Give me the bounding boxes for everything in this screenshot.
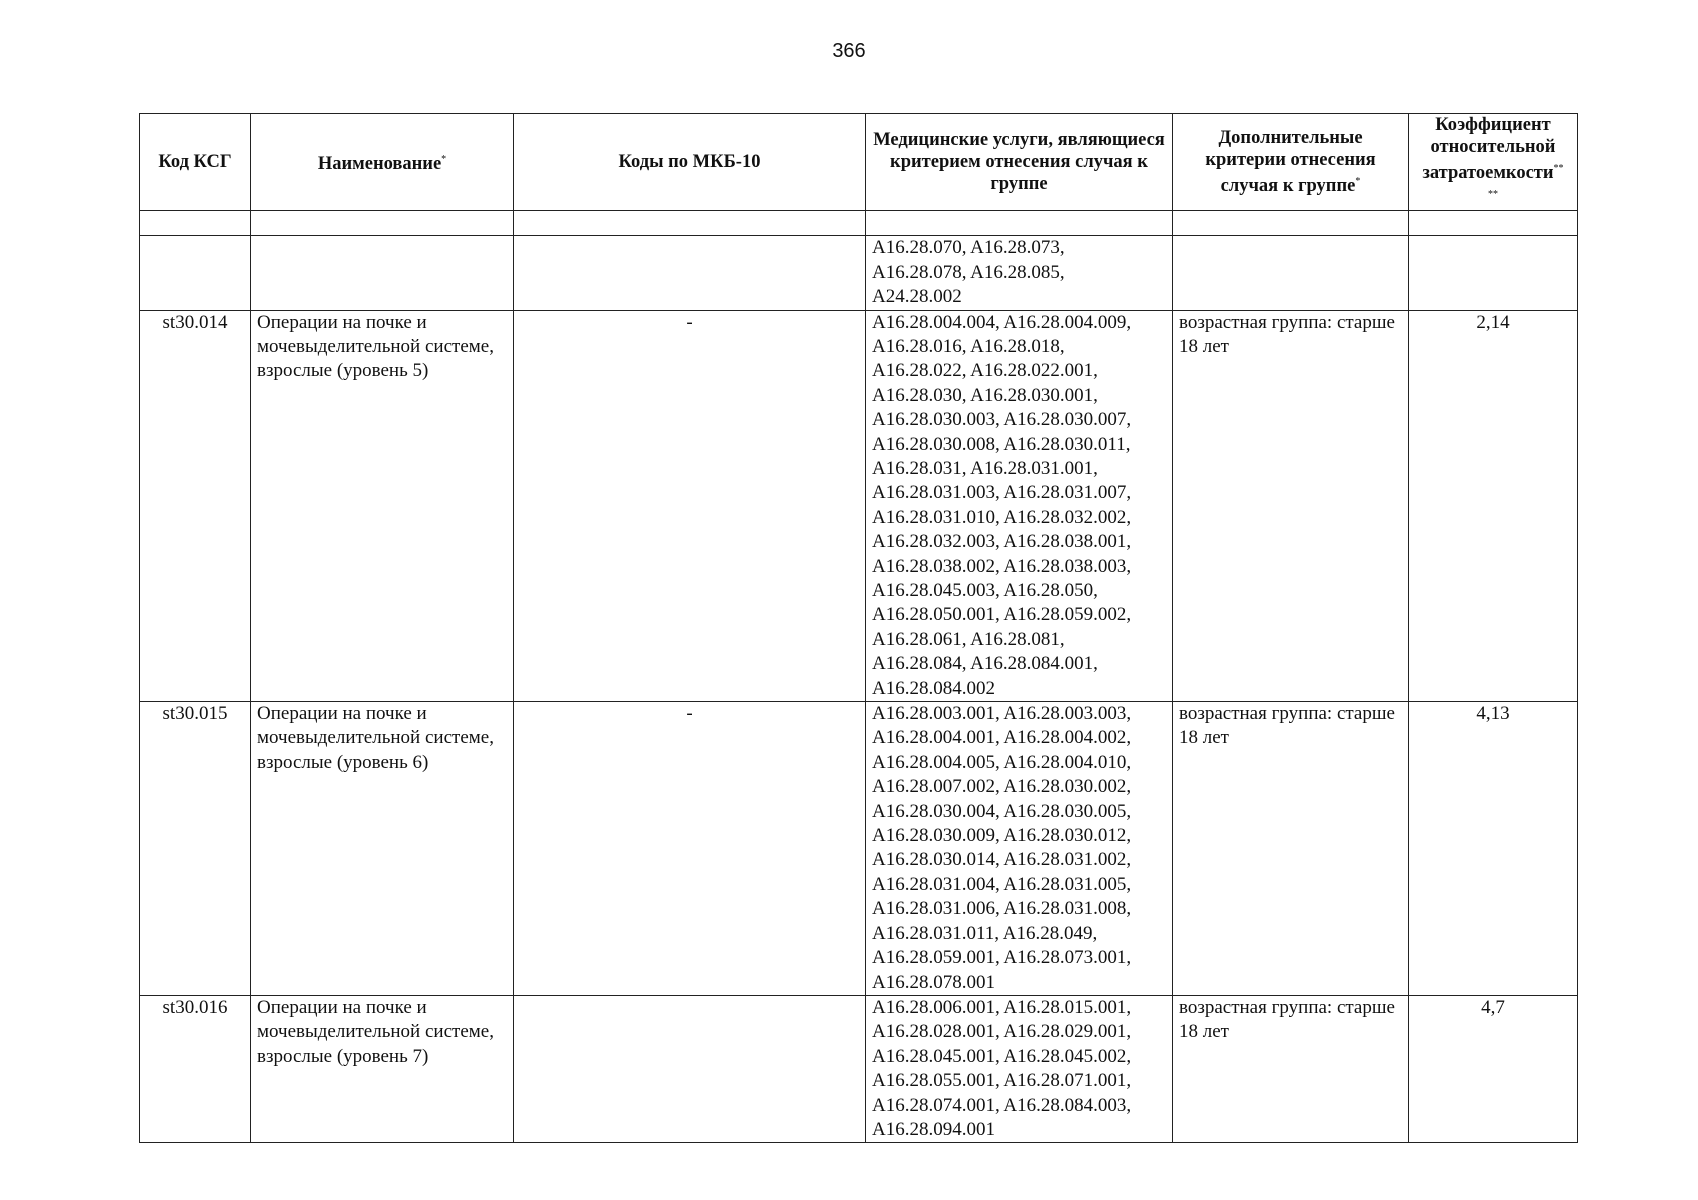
service-code-line: A16.28.016, A16.28.018, (872, 335, 1065, 357)
coef-footnote-mark-2: ** (1488, 189, 1498, 201)
service-code-line: A16.28.074.001, A16.28.084.003, (872, 1094, 1132, 1116)
service-code-line: A16.28.055.001, A16.28.071.001, (872, 1070, 1132, 1092)
service-code-line: A16.28.030.008, A16.28.030.011, (872, 433, 1131, 455)
service-code-line: A16.28.030, A16.28.030.001, (872, 384, 1098, 406)
service-code-line: A16.28.030.014, A16.28.031.002, (872, 849, 1132, 871)
header-ksg-code: Код КСГ (140, 114, 251, 211)
services-cell (866, 995, 1173, 1142)
service-code-line: A16.28.070, A16.28.073, (872, 237, 1065, 259)
service-code-line: A16.28.031.004, A16.28.031.005, (872, 873, 1132, 895)
service-code-line: A24.28.002 (872, 286, 962, 308)
table-row (140, 310, 1578, 702)
service-code-line: A16.28.059.001, A16.28.073.001, (872, 947, 1132, 969)
coefficient-cell: 2,14 (1409, 310, 1578, 702)
header-extra-criteria: Дополнительные критерии отнесения случая к группе* (1173, 114, 1409, 211)
service-code-line: A16.28.061, A16.28.081, (872, 628, 1065, 650)
icd10-cell: - (514, 310, 866, 702)
service-code-line: A16.28.084, A16.28.084.001, (872, 653, 1098, 675)
ksg-code-cell: st30.015 (140, 702, 251, 996)
coefficient-cell (1409, 236, 1578, 310)
service-code-line: A16.28.045.003, A16.28.050, (872, 580, 1098, 601)
coef-footnote-mark: ** (1553, 163, 1564, 174)
coefficient-cell: 4,13 (1409, 702, 1578, 996)
service-code-line: A16.28.004.001, A16.28.004.002, (872, 727, 1132, 749)
table-row (140, 702, 1578, 996)
service-code-line: A16.28.022, A16.28.022.001, (872, 360, 1098, 382)
service-code-line: A16.28.084.002 (872, 677, 995, 699)
services-cell (866, 310, 1173, 702)
header-coefficient: Коэффициент относительной затратоемкости** ** (1409, 114, 1578, 211)
service-code-line: A16.28.032.003, A16.28.038.001, (872, 531, 1132, 553)
ksg-code-cell: st30.014 (140, 310, 251, 702)
name-cell: Операции на почке и мочевыделительной системе, взрослые (уровень 5) (251, 310, 514, 702)
criteria-cell (1173, 236, 1409, 310)
service-code-line: A16.28.031.011, A16.28.049, (872, 922, 1098, 944)
ksg-table (139, 113, 1578, 1143)
name-cell (251, 236, 514, 310)
service-code-line: A16.28.007.002, A16.28.030.002, (872, 776, 1132, 798)
ksg-code-cell: st30.016 (140, 995, 251, 1142)
service-code-line: A16.28.031, A16.28.031.001, (872, 457, 1098, 479)
name-cell: Операции на почке и мочевыделительной системе, взрослые (уровень 6) (251, 702, 514, 996)
service-code-line: A16.28.031.006, A16.28.031.008, (872, 898, 1132, 920)
service-code-line: A16.28.078, A16.28.085, (872, 261, 1065, 283)
service-code-line: A16.28.028.001, A16.28.029.001, (872, 1021, 1132, 1043)
icd10-cell (514, 236, 866, 310)
service-code-line: A16.28.004.005, A16.28.004.010, (872, 751, 1132, 773)
extra-footnote-mark: * (1355, 176, 1361, 188)
icd10-cell: - (514, 702, 866, 996)
service-code-line: A16.28.003.001, A16.28.003.003, (872, 703, 1132, 725)
service-code-line: A16.28.030.009, A16.28.030.012, (872, 825, 1132, 847)
criteria-cell: возрастная группа: старше 18 лет (1173, 310, 1409, 702)
spacer-row (140, 211, 1578, 236)
header-name: Наименование* (251, 114, 514, 211)
header-services: Медицинские услуги, являющиеся критерием отнесения случая к группе (866, 114, 1173, 211)
services-cell (866, 702, 1173, 996)
name-footnote-mark: * (441, 154, 447, 166)
table-row (140, 995, 1578, 1142)
service-code-line: A16.28.050.001, A16.28.059.002, (872, 604, 1132, 626)
header-icd10: Коды по МКБ-10 (514, 114, 866, 211)
table-row (140, 236, 1578, 310)
icd10-cell (514, 995, 866, 1142)
service-code-line: A16.28.031.010, A16.28.032.002, (872, 506, 1132, 528)
service-code-line: A16.28.030.004, A16.28.030.005, (872, 800, 1132, 822)
service-code-line: A16.28.078.001 (872, 971, 995, 993)
service-code-line: A16.28.030.003, A16.28.030.007, (872, 409, 1132, 431)
page-number: 366 (832, 40, 866, 62)
coefficient-cell: 4,7 (1409, 995, 1578, 1142)
service-code-line: A16.28.006.001, A16.28.015.001, (872, 996, 1132, 1018)
services-cell (866, 236, 1173, 310)
criteria-cell: возрастная группа: старше 18 лет (1173, 702, 1409, 996)
service-code-line: A16.28.031.003, A16.28.031.007, (872, 482, 1132, 504)
service-code-line: A16.28.045.001, A16.28.045.002, (872, 1045, 1132, 1067)
ksg-code-cell (140, 236, 251, 310)
name-cell: Операции на почке и мочевыделительной системе, взрослые (уровень 7) (251, 995, 514, 1142)
service-code-line: A16.28.004.004, A16.28.004.009, (872, 311, 1132, 333)
service-code-line: A16.28.094.001 (872, 1118, 995, 1140)
criteria-cell: возрастная группа: старше 18 лет (1173, 995, 1409, 1142)
table-header-row (140, 114, 1578, 211)
service-code-line: A16.28.038.002, A16.28.038.003, (872, 555, 1132, 577)
